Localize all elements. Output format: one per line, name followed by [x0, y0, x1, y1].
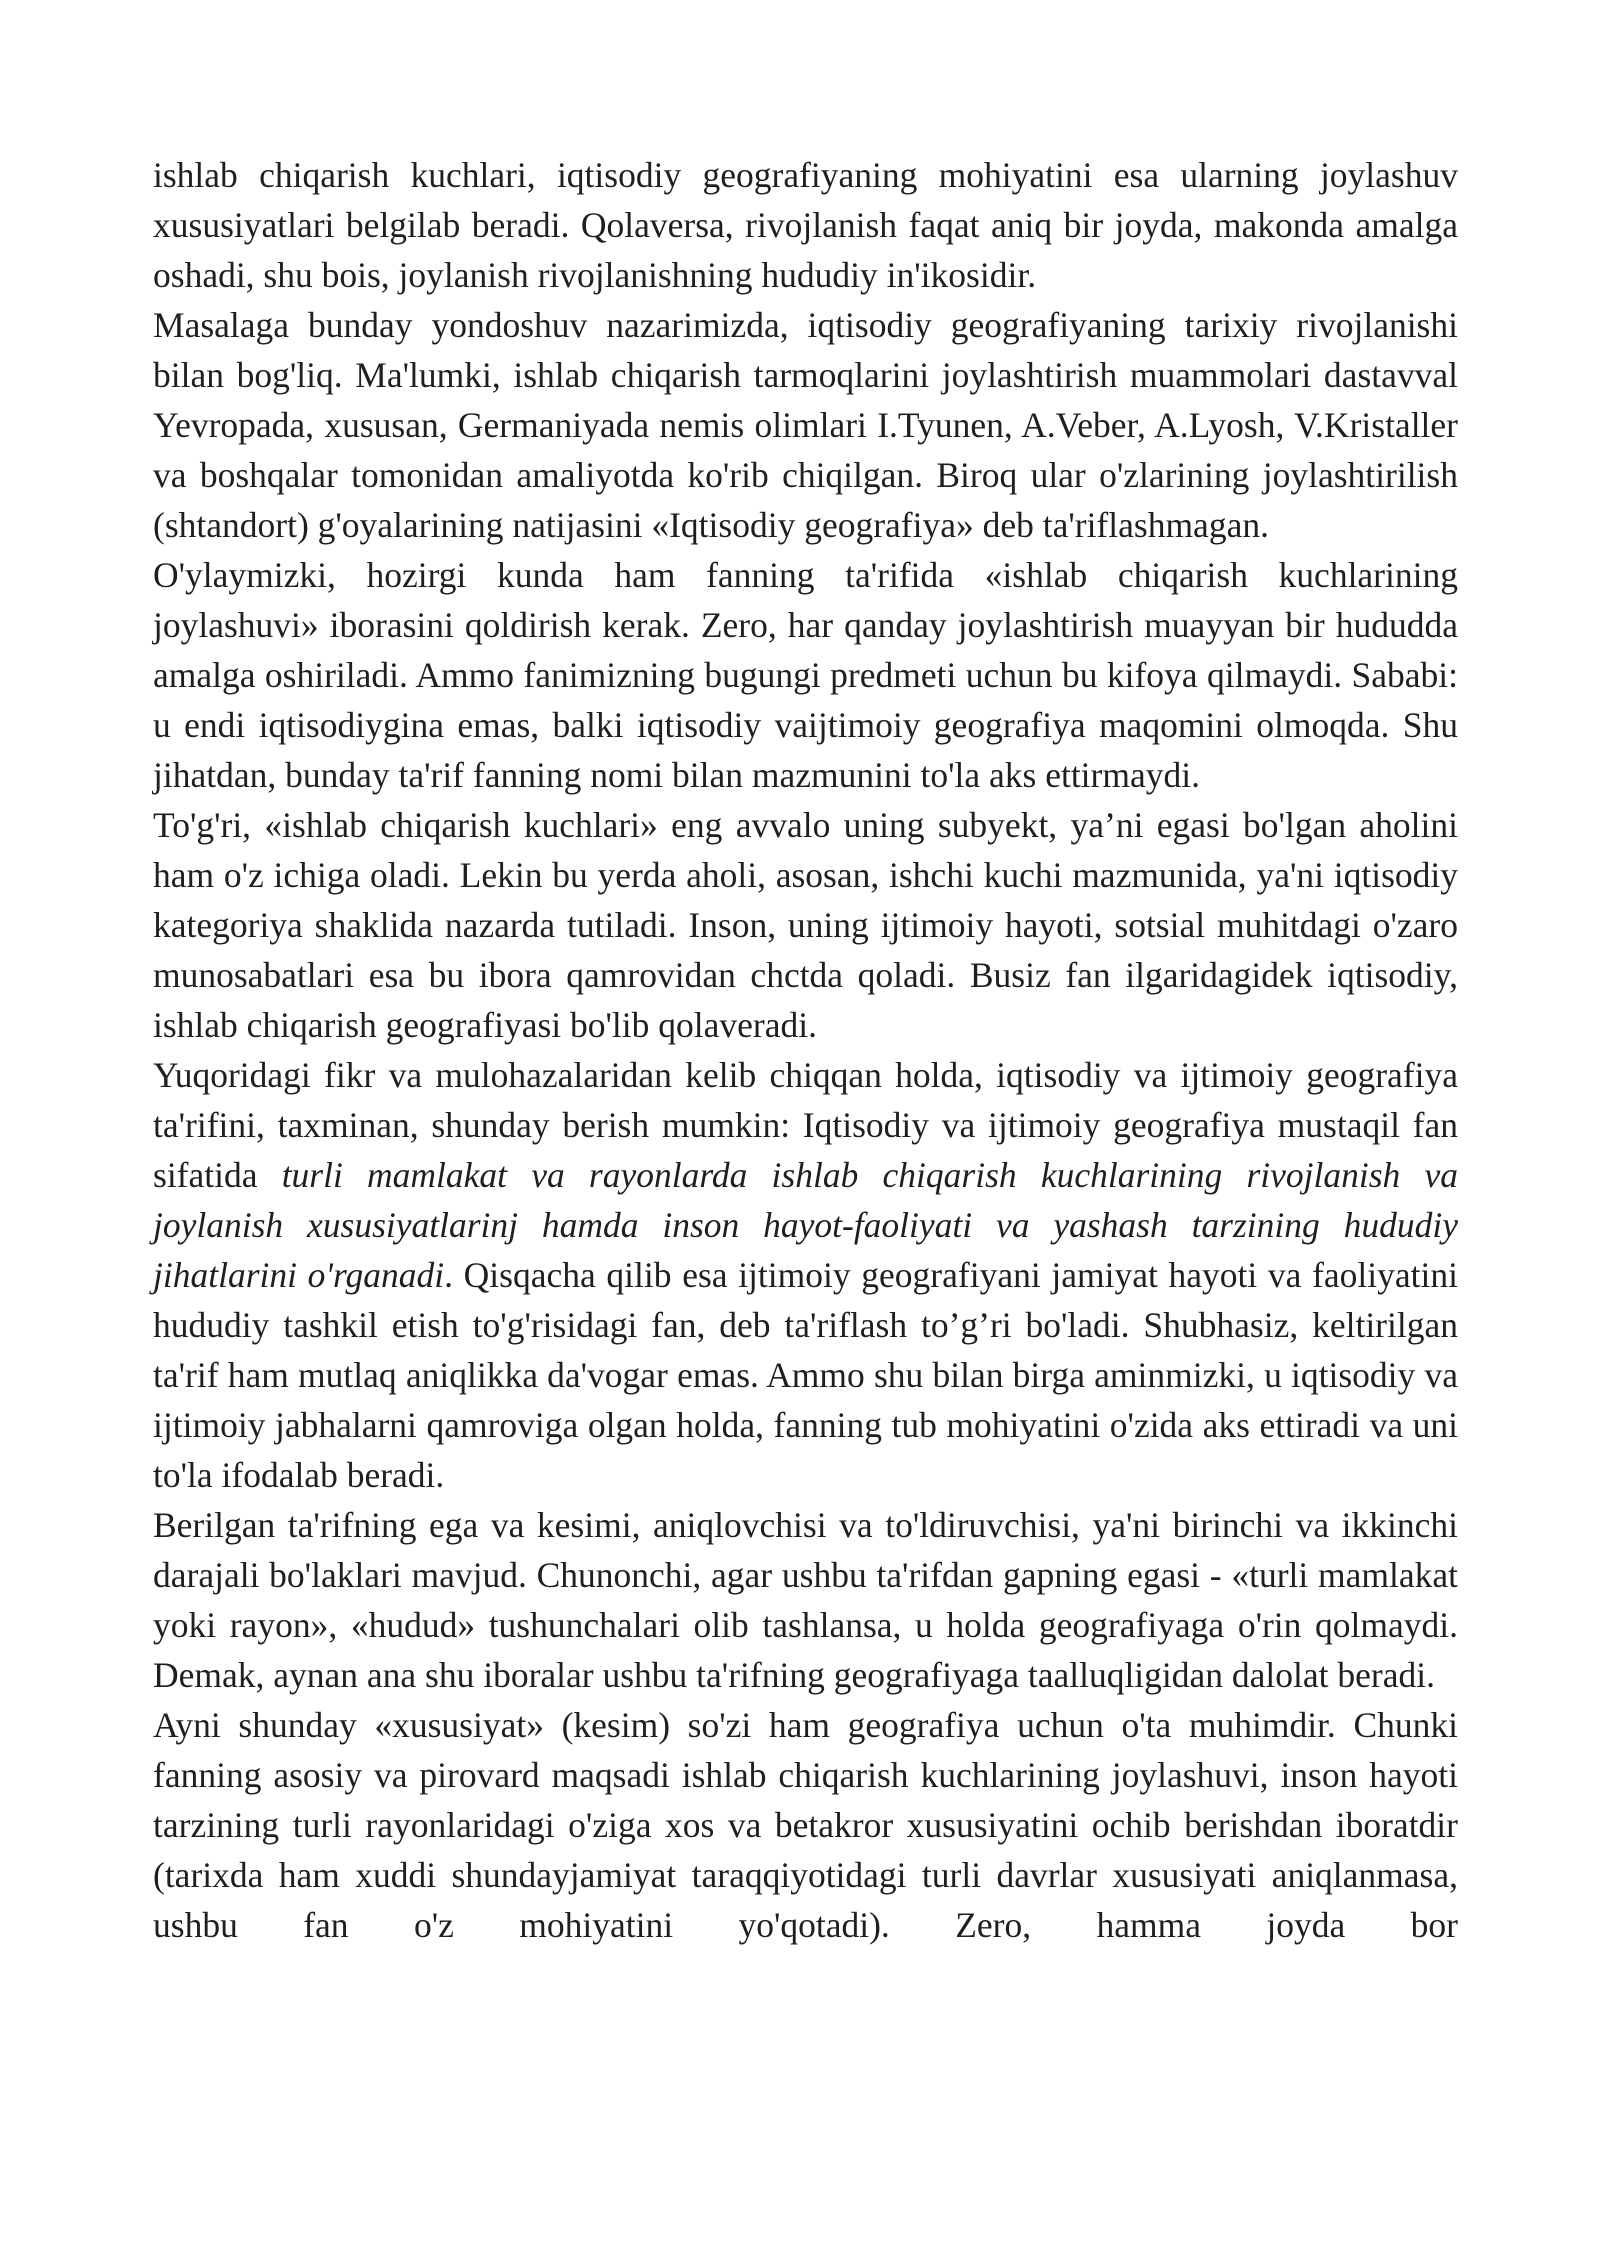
paragraph-2: Masalaga bunday yondoshuv nazarimizda, iqtisodiy geografiyaning tarixiy rivojlanishi bilan bog'liq. Ma'lumki, ishlab chiqarish tarmoqlarini joylashtirish muammolari dastavval Yevropada, xususan, Germaniyada nemis olimlari I.Tyunen, A.Veber, A.Lyosh, V.Kristaller va boshqalar tomonidan amaliyotda ko'rib chiqilgan. Biroq ular o'zlarining joylashtirilish (shtandort) g'oyalarining natijasini «Iqtisodiy geografiya» deb ta'riflashmagan. — [153, 305, 1458, 545]
document-page — [153, 150, 1458, 1950]
paragraph-5-text-before: Yuqoridagi fikr va mulohazalaridan kelib chiqqan holda, iqtisodiy va ijtimoiy geografiya ta'rifini, taxminan, shunday berish mumkin: Iqtisodiy va ijtimoiy geografiya mustaqil fan sifatida — [153, 1055, 1458, 1195]
paragraph-4: To'g'ri, «ishlab chiqarish kuchlari» eng avvalo uning subyekt, ya’ni egasi bo'lgan aholini ham o'z ichiga oladi. Lekin bu yerda aholi, asosan, ishchi kuchi mazmunida, ya'ni iqtisodiy kategoriya shaklida nazarda tutiladi. Inson, uning ijtimoiy hayoti, sotsial muhitdagi o'zaro munosabatlari esa bu ibora qamrovidan chctda qoladi. Busiz fan ilgaridagidek iqtisodiy, ishlab chiqarish geografiyasi bo'lib qolaveradi. — [153, 805, 1458, 1045]
paragraph-6: Berilgan ta'rifning ega va kesimi, aniqlovchisi va to'ldiruvchisi, ya'ni birinchi va ikkinchi darajali bo'laklari mavjud. Chunonchi, agar ushbu ta'rifdan gapning egasi - «turli mamlakat yoki rayon», «hudud» tushunchalari olib tashlansa, u holda geografiyaga o'rin qolmaydi. Demak, aynan ana shu iboralar ushbu ta'rifning geografiyaga taalluqligidan dalolat beradi. — [153, 1505, 1458, 1695]
paragraph-5 — [153, 1050, 1458, 1500]
definition-italic-text: turli mamlakat va rayonlarda ishlab chiqarish kuchlarining rivojlanish va joylanish xususiyatlarinj hamda inson hayot-faoliyati va yashash tarzining hududiy jihatlarini o'rganadi — [153, 1155, 1458, 1295]
paragraph-1: ishlab chiqarish kuchlari, iqtisodiy geografiyaning mohiyatini esa ularning joylashuv xususiyatlari belgilab beradi. Qolaversa, rivojlanish faqat aniq bir joyda, makonda amalga oshadi, shu bois, joylanish rivojlanishning hududiy in'ikosidir. — [153, 155, 1458, 295]
paragraph-7: Ayni shunday «xususiyat» (kesim) so'zi ham geografiya uchun o'ta muhimdir. Chunki fanning asosiy va pirovard maqsadi ishlab chiqarish kuchlarining joylashuvi, inson hayoti tarzining turli rayonlaridagi o'ziga xos va betakror xususiyatini ochib berishdan iboratdir (tarixda ham xuddi shundayjamiyat taraqqiyotidagi turli davrlar xususiyati aniqlanmasa, ushbu fan o'z mohiyatini yo'qotadi). Zero, hamma joyda bor — [153, 1705, 1458, 1945]
paragraph-5-text-after: . Qisqacha qilib esa ijtimoiy geografiyani jamiyat hayoti va faoliyatini hududiy tashkil etish to'g'risidagi fan, deb ta'riflash to’g’ri bo'ladi. Shubhasiz, keltirilgan ta'rif ham mutlaq aniqlikka da'vogar emas. Ammo shu bilan birga aminmizki, u iqtisodiy va ijtimoiy jabhalarni qamroviga olgan holda, fanning tub mohiyatini o'zida aks ettiradi va uni to'la ifodalab beradi. — [153, 1255, 1458, 1495]
paragraph-3: O'ylaymizki, hozirgi kunda ham fanning ta'rifida «ishlab chiqarish kuchlarining joylashuvi» iborasini qoldirish kerak. Zero, har qanday joylashtirish muayyan bir hududda amalga oshiriladi. Ammo fanimizning bugungi predmeti uchun bu kifoya qilmaydi. Sababi: u endi iqtisodiygina emas, balki iqtisodiy vaijtimoiy geografiya maqomini olmoqda. Shu jihatdan, bunday ta'rif fanning nomi bilan mazmunini to'la aks ettirmaydi. — [153, 555, 1458, 795]
